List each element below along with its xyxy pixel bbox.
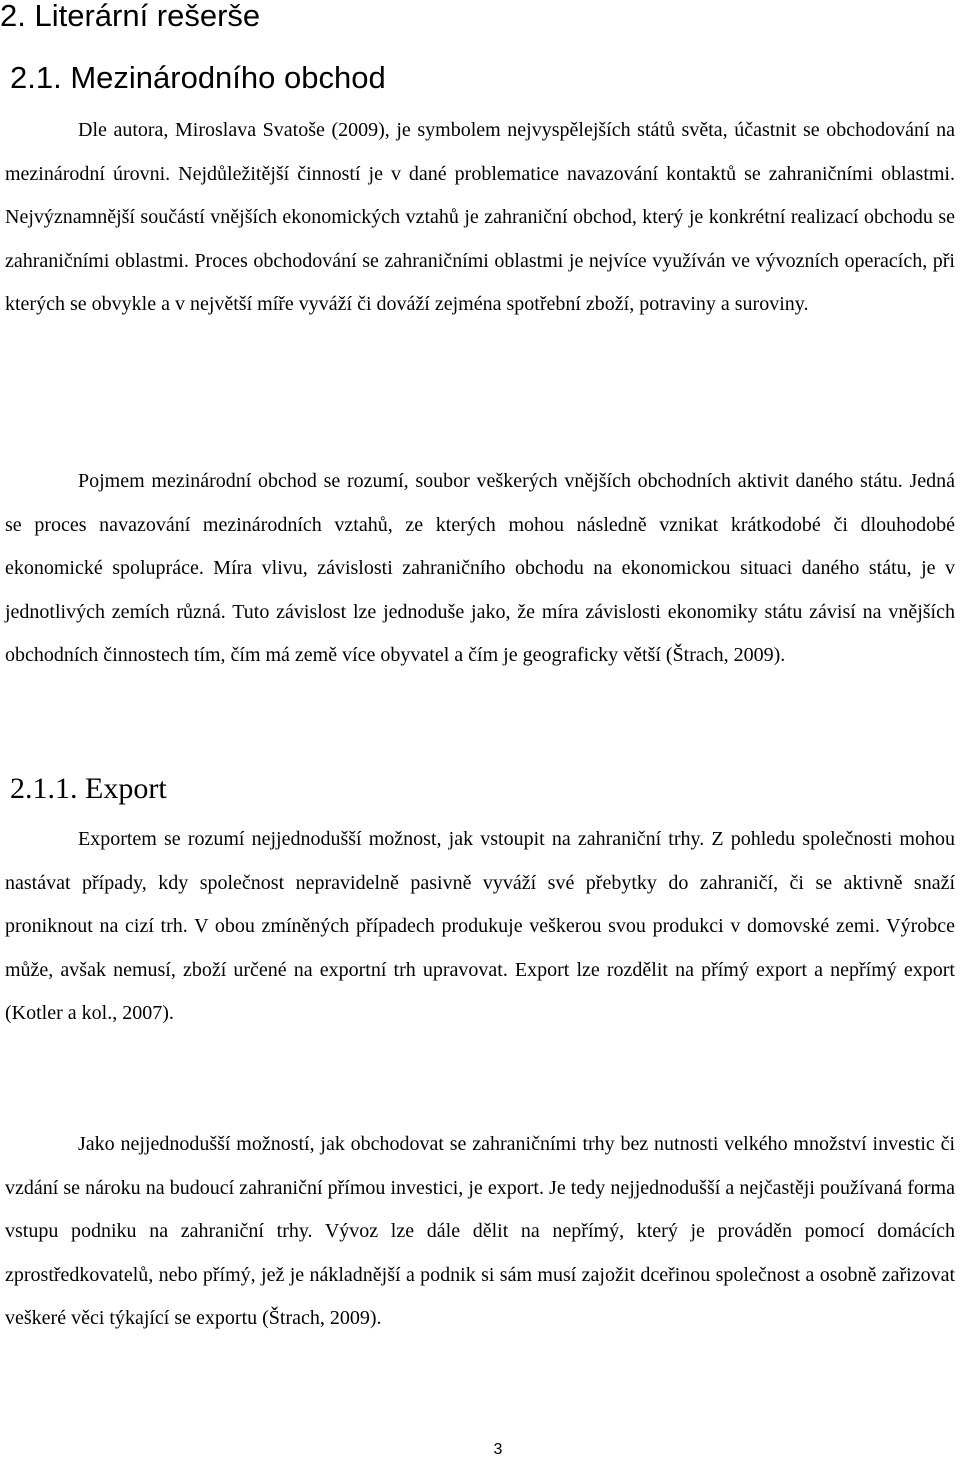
paragraph-export-forms: Jako nejjednodušší možností, jak obchodovat se zahraničními trhy bez nutnosti velkého množství investic či vzdání se nároku na budoucí zahraniční přímou investici, je export. Je tedy nejjednodušší a nejčastěji používaná forma vstupu podniku na zahraniční trhy. Vývoz lze dále dělit na nepřímý, který je prováděn pomocí domácích zprostředkovatelů, nebo přímý, jež je nákladnější a podnik si sám musí zajožit dceřinou společnost a osobně zařizovat veškeré věci týkající se exportu (Štrach, 2009). bbox=[5, 1133, 955, 1330]
paragraph-definition: Pojmem mezinárodní obchod se rozumí, soubor veškerých vnějších obchodních aktivit daného státu. Jedná se proces navazování mezinárodních vztahů, ze kterých mohou následně vznikat krátkodobé či dlouhodobé ekonomické spolupráce. Míra vlivu, závislosti zahraničního obchodu na ekonomickou situaci daného státu, je v jednotlivých zemích různá. Tuto závislost lze jednoduše jako, že míra závislosti ekonomiky státu závisí na vnějších obchodních činnostech tím, čím má země více obyvatel a čím je geograficky větší (Štrach, 2009). bbox=[5, 470, 955, 667]
paragraph-intro: Dle autora, Miroslava Svatoše (2009), je symbolem nejvyspělejších států světa, účastnit se obchodování na mezinárodní úrovni. Nejdůležitější činností je v dané problematice navazování kontaktů se zahraničními oblastmi. Nejvýznamnější součástí vnějších ekonomických vztahů je zahraniční obchod, který je konkrétní realizací obchodu se zahraničními oblastmi. Proces obchodování se zahraničními oblastmi je nejvíce využíván ve vývozních operacích, při kterých se obvykle a v největší míře vyváží či dováží zejména spotřební zboží, potraviny a suroviny. bbox=[5, 119, 955, 316]
paragraph-export: Exportem se rozumí nejjednodušší možnost, jak vstoupit na zahraniční trhy. Z pohledu společnosti mohou nastávat případy, kdy společnost nepravidelně pasivně vyváží své přebytky do zahraničí, či se aktivně snaží proniknout na cizí trh. V obou zmíněných případech produkuje veškerou svou produkci v domovské zemi. Výrobce může, avšak nemusí, zboží určené na exportní trh upravovat. Export lze rozdělit na přímý export a nepřímý export (Kotler a kol., 2007). bbox=[5, 828, 955, 1025]
page-number: 3 bbox=[493, 1441, 503, 1458]
subsection-heading: 2.1.1. Export bbox=[10, 772, 167, 805]
section-heading: 2.1. Mezinárodního obchod bbox=[10, 60, 386, 95]
chapter-heading: 2. Literární rešerše bbox=[0, 0, 261, 33]
